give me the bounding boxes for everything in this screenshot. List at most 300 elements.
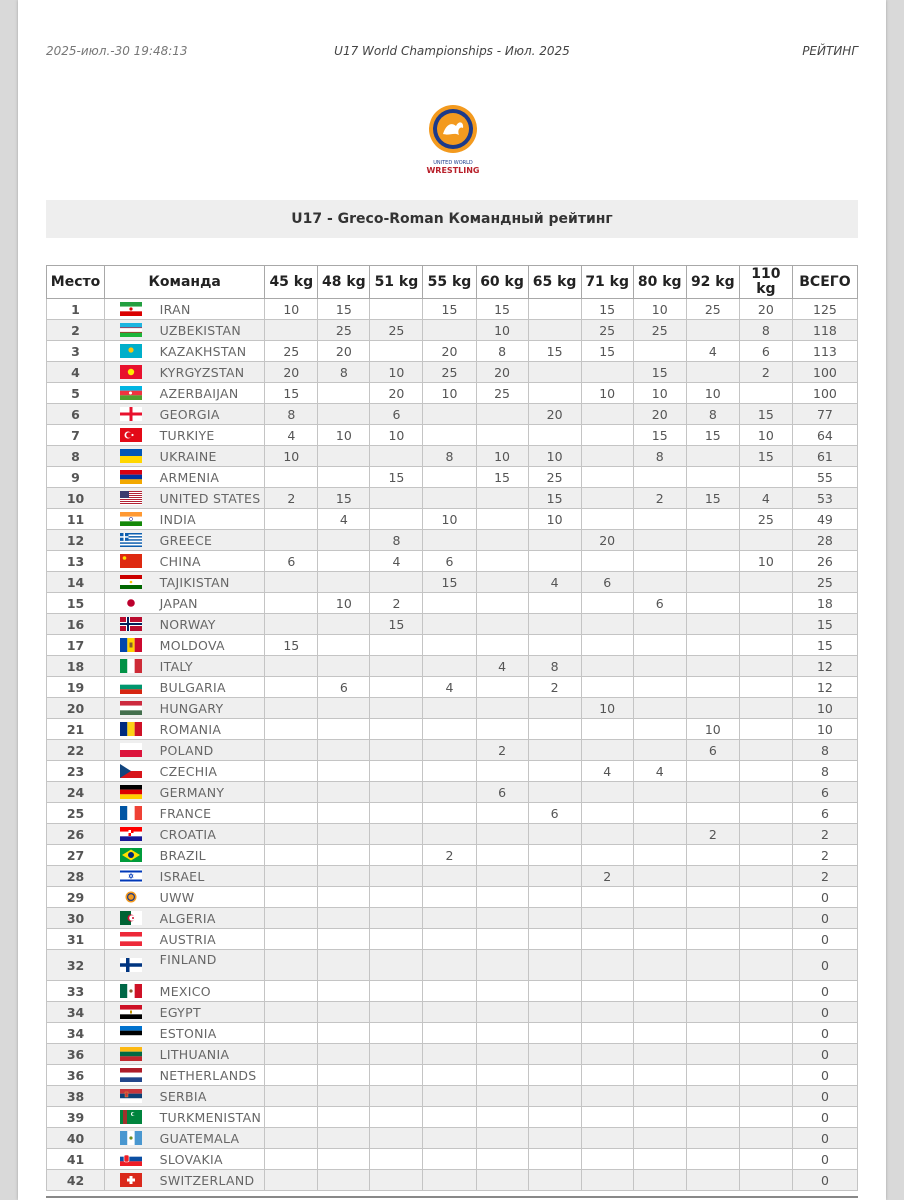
score-cell xyxy=(476,719,528,740)
score-cell xyxy=(318,845,370,866)
score-cell xyxy=(686,1002,739,1023)
score-cell: 10 xyxy=(476,320,528,341)
score-cell xyxy=(739,845,792,866)
score-cell xyxy=(370,677,423,698)
score-cell: 15 xyxy=(476,299,528,320)
score-cell xyxy=(633,1128,686,1149)
score-cell: 15 xyxy=(423,572,476,593)
score-cell: 2 xyxy=(528,677,581,698)
score-cell xyxy=(476,929,528,950)
score-cell: 10 xyxy=(633,383,686,404)
score-cell xyxy=(633,908,686,929)
score-cell: 25 xyxy=(476,383,528,404)
place-cell: 29 xyxy=(47,887,105,908)
score-cell xyxy=(370,950,423,981)
score-cell: 6 xyxy=(476,782,528,803)
poland-flag-icon xyxy=(120,743,142,757)
score-cell xyxy=(476,824,528,845)
table-row xyxy=(47,782,858,803)
team-name: GREECE xyxy=(157,530,265,551)
table-row xyxy=(47,719,858,740)
score-cell xyxy=(528,761,581,782)
score-cell xyxy=(739,866,792,887)
score-cell xyxy=(476,950,528,981)
table-row xyxy=(47,1065,858,1086)
table-header-row xyxy=(47,266,858,299)
total-cell: 125 xyxy=(792,299,857,320)
score-cell xyxy=(476,614,528,635)
score-cell xyxy=(370,1002,423,1023)
score-cell xyxy=(686,572,739,593)
score-cell xyxy=(581,467,633,488)
score-cell xyxy=(528,593,581,614)
austria-flag-icon xyxy=(120,932,142,946)
place-cell: 27 xyxy=(47,845,105,866)
score-cell xyxy=(370,740,423,761)
score-cell: 10 xyxy=(581,383,633,404)
india-flag-icon xyxy=(120,512,142,526)
score-cell xyxy=(476,908,528,929)
score-cell: 25 xyxy=(581,320,633,341)
score-cell xyxy=(370,1107,423,1128)
hungary-flag-icon xyxy=(120,701,142,715)
score-cell xyxy=(423,887,476,908)
score-cell xyxy=(686,530,739,551)
flag-cell xyxy=(105,572,157,593)
score-cell xyxy=(318,467,370,488)
table-row xyxy=(47,929,858,950)
score-cell xyxy=(370,1065,423,1086)
score-cell xyxy=(318,740,370,761)
score-cell: 20 xyxy=(423,341,476,362)
brazil-flag-icon xyxy=(120,848,142,862)
score-cell xyxy=(265,467,318,488)
score-cell xyxy=(633,698,686,719)
score-cell xyxy=(528,530,581,551)
score-cell: 25 xyxy=(318,320,370,341)
total-cell: 0 xyxy=(792,908,857,929)
score-cell xyxy=(423,1086,476,1107)
mexico-flag-icon xyxy=(120,984,142,998)
score-cell xyxy=(633,824,686,845)
score-cell xyxy=(633,467,686,488)
total-cell: 2 xyxy=(792,866,857,887)
header-weight: 48 kg xyxy=(318,266,370,299)
score-cell xyxy=(581,1065,633,1086)
score-cell xyxy=(265,656,318,677)
place-cell: 13 xyxy=(47,551,105,572)
score-cell: 20 xyxy=(476,362,528,383)
score-cell: 20 xyxy=(265,362,318,383)
team-name: FRANCE xyxy=(157,803,265,824)
logo-line1: UNITED WORLD xyxy=(433,160,473,166)
place-cell: 18 xyxy=(47,656,105,677)
score-cell xyxy=(318,1086,370,1107)
score-cell: 2 xyxy=(265,488,318,509)
team-name: KAZAKHSTAN xyxy=(157,341,265,362)
score-cell xyxy=(686,593,739,614)
score-cell xyxy=(633,929,686,950)
ranking-table xyxy=(46,265,858,1191)
score-cell xyxy=(423,656,476,677)
score-cell xyxy=(633,803,686,824)
team-name: MEXICO xyxy=(157,981,265,1002)
place-cell: 41 xyxy=(47,1149,105,1170)
score-cell xyxy=(423,908,476,929)
score-cell: 25 xyxy=(265,341,318,362)
score-cell xyxy=(686,467,739,488)
score-cell xyxy=(370,446,423,467)
total-cell: 118 xyxy=(792,320,857,341)
score-cell xyxy=(370,929,423,950)
norway-flag-icon xyxy=(120,617,142,631)
score-cell: 10 xyxy=(739,425,792,446)
flag-cell xyxy=(105,1065,157,1086)
total-cell: 15 xyxy=(792,635,857,656)
flag-cell xyxy=(105,1149,157,1170)
score-cell xyxy=(739,782,792,803)
score-cell xyxy=(581,950,633,981)
score-cell xyxy=(581,551,633,572)
score-cell xyxy=(370,866,423,887)
score-cell xyxy=(686,845,739,866)
score-cell xyxy=(581,887,633,908)
greece-flag-icon xyxy=(120,533,142,547)
score-cell xyxy=(528,782,581,803)
score-cell xyxy=(633,719,686,740)
flag-cell xyxy=(105,320,157,341)
header-weight: 60 kg xyxy=(476,266,528,299)
team-name: KYRGYZSTAN xyxy=(157,362,265,383)
score-cell xyxy=(581,981,633,1002)
croatia-flag-icon xyxy=(120,827,142,841)
flag-cell xyxy=(105,509,157,530)
score-cell xyxy=(581,1002,633,1023)
score-cell xyxy=(739,635,792,656)
score-cell: 4 xyxy=(581,761,633,782)
team-name: HUNGARY xyxy=(157,698,265,719)
score-cell xyxy=(528,866,581,887)
place-cell: 20 xyxy=(47,698,105,719)
score-cell xyxy=(528,887,581,908)
place-cell: 25 xyxy=(47,803,105,824)
score-cell: 25 xyxy=(528,467,581,488)
score-cell xyxy=(739,1044,792,1065)
score-cell xyxy=(476,404,528,425)
document-page xyxy=(18,0,886,1200)
table-row xyxy=(47,698,858,719)
total-cell: 0 xyxy=(792,1128,857,1149)
score-cell: 20 xyxy=(318,341,370,362)
score-cell xyxy=(633,981,686,1002)
score-cell xyxy=(318,530,370,551)
score-cell: 8 xyxy=(739,320,792,341)
score-cell: 20 xyxy=(739,299,792,320)
lithuania-flag-icon xyxy=(120,1047,142,1061)
score-cell xyxy=(739,824,792,845)
flag-cell xyxy=(105,656,157,677)
japan-flag-icon xyxy=(120,596,142,610)
score-cell: 25 xyxy=(686,299,739,320)
place-cell: 40 xyxy=(47,1128,105,1149)
total-cell: 0 xyxy=(792,1107,857,1128)
score-cell xyxy=(265,866,318,887)
header-place: Место xyxy=(47,266,105,299)
score-cell xyxy=(528,719,581,740)
place-cell: 4 xyxy=(47,362,105,383)
score-cell: 4 xyxy=(318,509,370,530)
team-name: LITHUANIA xyxy=(157,1044,265,1065)
score-cell xyxy=(265,320,318,341)
score-cell: 4 xyxy=(370,551,423,572)
flag-cell xyxy=(105,1002,157,1023)
score-cell xyxy=(265,761,318,782)
score-cell: 15 xyxy=(265,383,318,404)
header-weight: 71 kg xyxy=(581,266,633,299)
score-cell: 15 xyxy=(633,425,686,446)
score-cell xyxy=(581,908,633,929)
score-cell xyxy=(318,698,370,719)
total-cell: 6 xyxy=(792,782,857,803)
team-name: SLOVAKIA xyxy=(157,1149,265,1170)
flag-cell xyxy=(105,950,157,981)
score-cell xyxy=(633,887,686,908)
team-name: BRAZIL xyxy=(157,845,265,866)
flag-cell xyxy=(105,383,157,404)
score-cell xyxy=(686,1149,739,1170)
score-cell xyxy=(265,509,318,530)
place-cell: 38 xyxy=(47,1086,105,1107)
team-name: NETHERLANDS xyxy=(157,1065,265,1086)
team-name: ITALY xyxy=(157,656,265,677)
total-cell: 61 xyxy=(792,446,857,467)
score-cell xyxy=(265,1065,318,1086)
total-cell: 0 xyxy=(792,887,857,908)
team-name: ARMENIA xyxy=(157,467,265,488)
flag-cell xyxy=(105,866,157,887)
team-name: ESTONIA xyxy=(157,1023,265,1044)
score-cell xyxy=(739,383,792,404)
score-cell xyxy=(686,446,739,467)
score-cell xyxy=(686,1023,739,1044)
score-cell xyxy=(265,614,318,635)
header-team: Команда xyxy=(105,266,265,299)
score-cell xyxy=(476,698,528,719)
score-cell xyxy=(633,740,686,761)
score-cell xyxy=(528,320,581,341)
ukraine-flag-icon xyxy=(120,449,142,463)
flag-cell xyxy=(105,908,157,929)
score-cell xyxy=(581,1044,633,1065)
score-cell xyxy=(581,404,633,425)
score-cell xyxy=(423,719,476,740)
total-cell: 55 xyxy=(792,467,857,488)
score-cell xyxy=(581,929,633,950)
total-cell: 0 xyxy=(792,929,857,950)
score-cell xyxy=(739,1149,792,1170)
flag-cell xyxy=(105,1023,157,1044)
score-cell xyxy=(476,981,528,1002)
germany-flag-icon xyxy=(120,785,142,799)
switzerland-flag-icon xyxy=(120,1173,142,1187)
score-cell xyxy=(265,740,318,761)
score-cell xyxy=(370,1128,423,1149)
place-cell: 5 xyxy=(47,383,105,404)
score-cell xyxy=(633,635,686,656)
flag-cell xyxy=(105,740,157,761)
header-weight: 45 kg xyxy=(265,266,318,299)
team-name: CHINA xyxy=(157,551,265,572)
place-cell: 21 xyxy=(47,719,105,740)
score-cell xyxy=(739,1065,792,1086)
score-cell xyxy=(423,467,476,488)
team-name: GUATEMALA xyxy=(157,1128,265,1149)
score-cell xyxy=(265,530,318,551)
team-name: SWITZERLAND xyxy=(157,1170,265,1191)
place-cell: 36 xyxy=(47,1044,105,1065)
score-cell xyxy=(686,761,739,782)
score-cell: 10 xyxy=(686,719,739,740)
flag-cell xyxy=(105,446,157,467)
score-cell: 10 xyxy=(528,509,581,530)
ranking-title: U17 - Greco-Roman Командный рейтинг xyxy=(46,200,858,238)
score-cell: 15 xyxy=(423,299,476,320)
score-cell xyxy=(686,782,739,803)
score-cell xyxy=(265,887,318,908)
score-cell: 4 xyxy=(423,677,476,698)
score-cell xyxy=(423,1002,476,1023)
place-cell: 17 xyxy=(47,635,105,656)
score-cell xyxy=(265,845,318,866)
score-cell: 15 xyxy=(528,488,581,509)
flag-cell xyxy=(105,404,157,425)
score-cell xyxy=(633,551,686,572)
table-row xyxy=(47,635,858,656)
score-cell xyxy=(370,698,423,719)
score-cell xyxy=(476,551,528,572)
score-cell xyxy=(739,740,792,761)
team-name: BULGARIA xyxy=(157,677,265,698)
report-label: РЕЙТИНГ xyxy=(802,44,858,58)
score-cell xyxy=(423,635,476,656)
place-cell: 36 xyxy=(47,1065,105,1086)
score-cell xyxy=(581,614,633,635)
team-name: UKRAINE xyxy=(157,446,265,467)
table-row xyxy=(47,551,858,572)
team-name: TAJIKISTAN xyxy=(157,572,265,593)
score-cell xyxy=(265,1002,318,1023)
score-cell xyxy=(739,1107,792,1128)
score-cell xyxy=(581,1149,633,1170)
total-cell: 0 xyxy=(792,981,857,1002)
score-cell: 8 xyxy=(423,446,476,467)
score-cell xyxy=(423,698,476,719)
score-cell xyxy=(265,1149,318,1170)
score-cell: 6 xyxy=(370,404,423,425)
table-row xyxy=(47,803,858,824)
team-name: ALGERIA xyxy=(157,908,265,929)
score-cell: 10 xyxy=(528,446,581,467)
logo-line2: WRESTLING xyxy=(426,166,480,175)
score-cell xyxy=(265,950,318,981)
score-cell: 20 xyxy=(370,383,423,404)
score-cell xyxy=(265,803,318,824)
score-cell: 20 xyxy=(528,404,581,425)
total-cell: 100 xyxy=(792,362,857,383)
score-cell xyxy=(423,1065,476,1086)
table-row xyxy=(47,981,858,1002)
team-name: UZBEKISTAN xyxy=(157,320,265,341)
china-flag-icon xyxy=(120,554,142,568)
slovakia-flag-icon xyxy=(120,1152,142,1166)
score-cell xyxy=(739,698,792,719)
place-cell: 33 xyxy=(47,981,105,1002)
kyrgyzstan-flag-icon xyxy=(120,365,142,379)
place-cell: 10 xyxy=(47,488,105,509)
total-cell: 100 xyxy=(792,383,857,404)
table-row xyxy=(47,740,858,761)
score-cell: 10 xyxy=(318,425,370,446)
score-cell: 15 xyxy=(318,299,370,320)
score-cell: 8 xyxy=(265,404,318,425)
score-cell xyxy=(476,635,528,656)
table-row xyxy=(47,866,858,887)
score-cell xyxy=(423,950,476,981)
table-row xyxy=(47,425,858,446)
team-name: INDIA xyxy=(157,509,265,530)
score-cell xyxy=(739,950,792,981)
score-cell xyxy=(370,299,423,320)
table-row xyxy=(47,572,858,593)
score-cell: 20 xyxy=(581,530,633,551)
score-cell xyxy=(265,782,318,803)
score-cell xyxy=(318,1044,370,1065)
uzbekistan-flag-icon xyxy=(120,323,142,337)
score-cell xyxy=(581,1170,633,1191)
score-cell xyxy=(739,761,792,782)
team-name: AZERBAIJAN xyxy=(157,383,265,404)
table-row xyxy=(47,677,858,698)
score-cell xyxy=(423,1170,476,1191)
flag-cell xyxy=(105,1170,157,1191)
score-cell xyxy=(476,1107,528,1128)
score-cell xyxy=(370,509,423,530)
score-cell xyxy=(423,530,476,551)
score-cell xyxy=(739,572,792,593)
score-cell xyxy=(423,824,476,845)
place-cell: 24 xyxy=(47,782,105,803)
table-row xyxy=(47,362,858,383)
score-cell xyxy=(581,362,633,383)
score-cell xyxy=(370,908,423,929)
score-cell xyxy=(528,824,581,845)
total-cell: 0 xyxy=(792,1086,857,1107)
finland-flag-icon xyxy=(120,958,142,972)
total-cell: 18 xyxy=(792,593,857,614)
flag-cell xyxy=(105,803,157,824)
score-cell: 10 xyxy=(581,698,633,719)
score-cell xyxy=(265,698,318,719)
score-cell xyxy=(318,1023,370,1044)
score-cell: 8 xyxy=(370,530,423,551)
bottom-rule xyxy=(46,1196,858,1198)
score-cell xyxy=(739,1002,792,1023)
place-cell: 32 xyxy=(47,950,105,981)
score-cell xyxy=(476,1002,528,1023)
total-cell: 49 xyxy=(792,509,857,530)
score-cell: 10 xyxy=(739,551,792,572)
score-cell xyxy=(686,1065,739,1086)
